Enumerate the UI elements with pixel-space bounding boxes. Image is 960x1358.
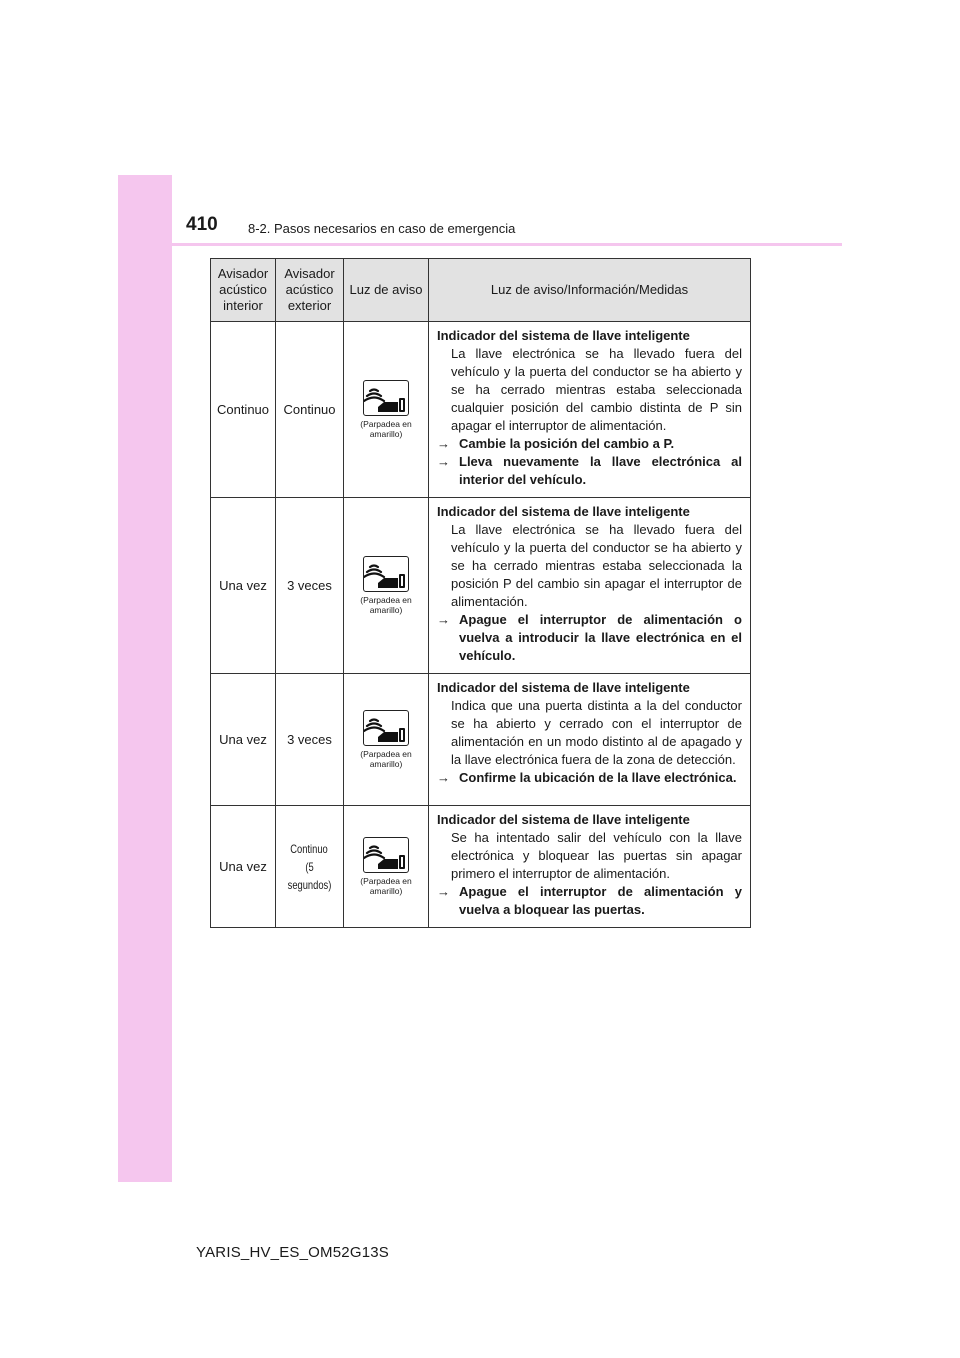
lamp-note: (Parpadea en amarillo) xyxy=(360,749,412,769)
warning-light-cell xyxy=(344,806,429,928)
arrow-icon: → xyxy=(437,770,450,785)
arrow-icon: → xyxy=(437,454,450,469)
info-title: Indicador del sistema de llave inteligente xyxy=(437,328,690,343)
measure-item: → Confirme la ubicación de la llave electrónica. xyxy=(437,770,737,785)
warning-light-cell xyxy=(344,674,429,806)
info-cell xyxy=(429,322,751,498)
exterior-buzzer-cell: Continuo xyxy=(276,322,344,498)
info-cell xyxy=(429,674,751,806)
warning-light-cell xyxy=(344,498,429,674)
info-title: Indicador del sistema de llave inteligente xyxy=(437,504,690,519)
warning-table xyxy=(210,258,751,928)
measure-item: → Cambie la posición del cambio a P. xyxy=(437,436,675,451)
interior-buzzer-cell: Una vez xyxy=(211,674,276,806)
header-info-measures: Luz de aviso/Información/Medidas xyxy=(429,259,751,322)
info-title: Indicador del sistema de llave inteligente xyxy=(437,812,690,827)
exterior-buzzer-cell: 3 veces xyxy=(276,498,344,674)
smart-key-warning-icon xyxy=(363,380,409,416)
table-row xyxy=(211,806,751,928)
exterior-buzzer-cell xyxy=(276,806,344,928)
info-description: La llave electrónica se ha llevado fuera del vehículo y la puerta del conductor se ha abierto y se ha cerrado mientras estaba seleccionada la posición P del cambio sin apagar el interruptor de alimentación. xyxy=(451,522,742,609)
info-description: La llave electrónica se ha llevado fuera del vehículo y la puerta del conductor se ha abierto y se ha cerrado mientras estaba seleccionada cualquier posición del cambio distinta de P sin apagar el interruptor de alimentación. xyxy=(451,346,742,433)
measure-item: → Apague el interruptor de alimentación o vuelva a introducir la llave electrónica en el vehículo. xyxy=(437,612,742,663)
lamp-note: (Parpadea en amarillo) xyxy=(360,876,412,896)
table-header-row xyxy=(211,259,751,322)
smart-key-warning-icon xyxy=(363,556,409,592)
interior-buzzer-cell: Una vez xyxy=(211,498,276,674)
arrow-icon: → xyxy=(437,884,450,899)
table-row xyxy=(211,498,751,674)
header-rule xyxy=(118,243,842,246)
exterior-buzzer-line2: (5 segundos) xyxy=(287,859,332,892)
info-title: Indicador del sistema de llave inteligente xyxy=(437,680,690,695)
lamp-note: (Parpadea en amarillo) xyxy=(360,595,412,615)
info-cell xyxy=(429,806,751,928)
header-interior-buzzer: Avisador acústico interior xyxy=(211,259,276,322)
info-cell xyxy=(429,498,751,674)
smart-key-warning-icon xyxy=(363,710,409,746)
warning-light-cell xyxy=(344,322,429,498)
table-row xyxy=(211,322,751,498)
measure-item: → Lleva nuevamente la llave electrónica al interior del vehículo. xyxy=(437,454,742,487)
interior-buzzer-cell: Una vez xyxy=(211,806,276,928)
header-warning-light: Luz de aviso xyxy=(344,259,429,322)
page-number: 410 xyxy=(186,214,218,235)
exterior-buzzer-line1: Continuo xyxy=(290,841,329,856)
side-tab-band xyxy=(118,175,172,1182)
info-description: Se ha intentado salir del vehículo con la llave electrónica y bloquear las puertas sin apagar primero el interruptor de alimentación. xyxy=(451,830,742,881)
document-code: YARIS_HV_ES_OM52G13S xyxy=(196,1244,389,1261)
interior-buzzer-cell: Continuo xyxy=(211,322,276,498)
measure-item: → Apague el interruptor de alimentación y vuelva a bloquear las puertas. xyxy=(437,884,742,917)
table-row xyxy=(211,674,751,806)
info-description: Indica que una puerta distinta a la del conductor se ha abierto y cerrado con el interruptor de alimentación en un modo distinto al de apagado y la llave electrónica fuera de la zona de detección. xyxy=(451,698,742,767)
header-exterior-buzzer: Avisador acústico exterior xyxy=(276,259,344,322)
exterior-buzzer-cell: 3 veces xyxy=(276,674,344,806)
lamp-note: (Parpadea en amarillo) xyxy=(360,419,412,439)
smart-key-warning-icon xyxy=(363,837,409,873)
section-title: 8-2. Pasos necesarios en caso de emergencia xyxy=(248,221,516,236)
arrow-icon: → xyxy=(437,612,450,627)
arrow-icon: → xyxy=(437,436,450,451)
